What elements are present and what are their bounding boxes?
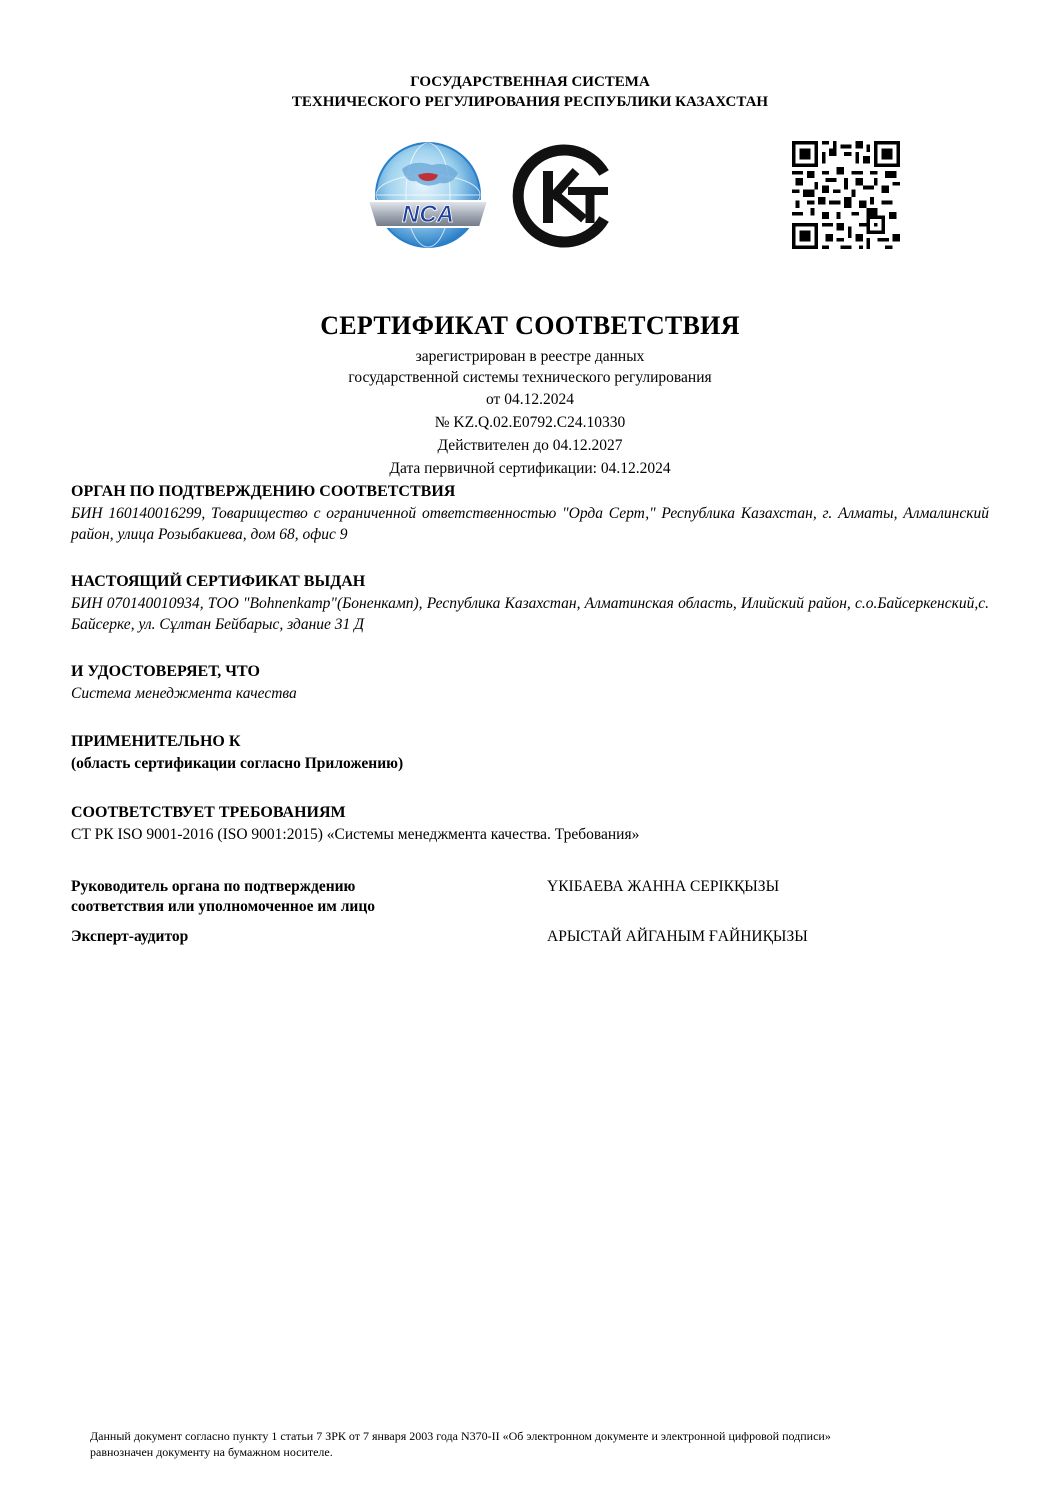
auditor-role: Эксперт-аудитор [71,928,189,945]
registration-block [0,346,1060,480]
section-text: БИН 070140010934, ТОО "Bohnenkamp"(Боненкамп), Республика Казахстан, Алматинская область, Илийский район, с.о.Байсеркенский,с. Байсерке, ул. Сұлтан Бейбарыс, здание 31 Д [71,595,989,633]
valid-until: Действителен до 04.12.2027 [437,437,623,454]
head-role [71,877,491,917]
section-complies-with [71,802,989,845]
issuing-system-header [0,72,1060,112]
header-line-1: ГОСУДАРСТВЕННАЯ СИСТЕМА [410,74,650,90]
section-heading: НАСТОЯЩИЙ СЕРТИФИКАТ ВЫДАН [71,573,366,590]
registration-date: от 04.12.2024 [486,391,574,408]
section-issued-to [71,571,989,635]
qr-code-icon [792,141,900,249]
head-role-line-2: соответствия или уполномоченное им лицо [71,898,375,915]
section-heading: ПРИМЕНИТЕЛЬНО К [71,733,241,750]
section-text: СТ РК ISO 9001-2016 (ISO 9001:2015) «Системы менеджмента качества. Требования» [71,826,640,843]
auditor-name: АРЫСТАЙ АЙГАНЫМ ҒАЙНИҚЫЗЫ [547,928,808,945]
section-applicable-to [71,731,989,774]
section-certifies [71,661,989,704]
nca-logo-text: NCA [402,201,454,228]
primary-certification-date: Дата первичной сертификации: 04.12.2024 [389,460,671,477]
legal-footer-note [90,1428,990,1460]
nca-plate [368,201,488,228]
nca-logo [362,141,494,249]
section-text: Система менеджмента качества [71,685,297,702]
globe-icon [376,143,480,247]
section-heading: ОРГАН ПО ПОДТВЕРЖДЕНИЮ СООТВЕТСТВИЯ [71,483,456,500]
signature-row-head [71,877,989,917]
head-name: ҮКІБАЕВА ЖАННА СЕРІКҚЫЗЫ [547,878,780,895]
section-heading: СООТВЕТСТВУЕТ ТРЕБОВАНИЯМ [71,804,346,821]
head-role-line-1: Руководитель органа по подтверждению [71,878,356,895]
section-heading: И УДОСТОВЕРЯЕТ, ЧТО [71,663,260,680]
registered-line-1: зарегистрирован в реестре данных [415,348,645,365]
footer-line-1: Данный документ согласно пункту 1 статьи 7 ЗРК от 7 января 2003 года N370-II «Об электронном документе и электронной цифровой подписи» [90,1429,831,1443]
certificate-title: СЕРТИФИКАТ СООТВЕТСТВИЯ [320,311,740,340]
registered-line-2: государственной системы технического регулирования [348,369,712,386]
header-line-2: ТЕХНИЧЕСКОГО РЕГУЛИРОВАНИЯ РЕСПУБЛИКИ КАЗАХСТАН [291,94,769,110]
kz-conformity-mark-icon [512,143,614,249]
signature-row-auditor [71,927,989,947]
section-text: БИН 160140016299, Товарищество с ограниченной ответственностью "Орда Серт," Республика Казахстан, г. Алматы, Алмалинский район, улица Розыбакиева, дом 68, офис 9 [71,505,989,543]
certificate-number: № KZ.Q.02.E0792.C24.10330 [434,414,626,431]
footer-line-2: равнозначен документу на бумажном носителе. [90,1445,333,1459]
section-certification-body [71,481,989,545]
section-text: (область сертификации согласно Приложению) [71,755,404,772]
